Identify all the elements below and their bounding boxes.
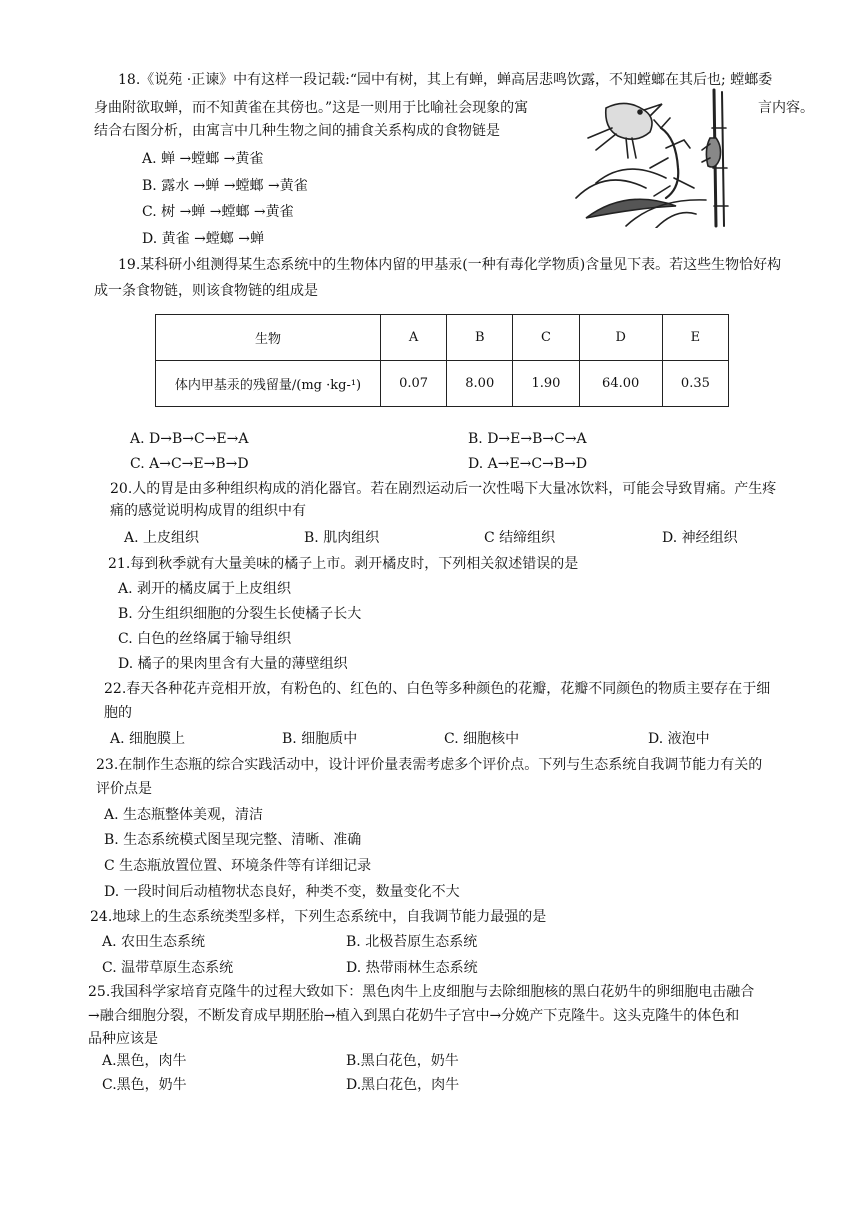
table-cell: 0.35 — [662, 361, 728, 407]
table-cell: 1.90 — [513, 361, 579, 407]
q23-option-c: C 生态瓶放置位置、环境条件等有详细记录 — [104, 858, 372, 874]
q25-stem-line3: 品种应该是 — [88, 1031, 158, 1047]
q25-option-b: B.黑白花色，奶牛 — [346, 1053, 459, 1069]
q18-option-a: A. 蝉 →螳螂 →黄雀 — [142, 151, 264, 167]
q21-option-d: D. 橘子的果肉里含有大量的薄壁组织 — [118, 656, 348, 672]
q20-option-d: D. 神经组织 — [662, 530, 738, 546]
q22-option-c: C. 细胞核中 — [444, 731, 520, 747]
table-row — [156, 361, 729, 407]
q25-option-a: A.黑色，肉牛 — [102, 1053, 187, 1069]
q18-option-b: B. 露水 →蝉 →螳螂 →黄雀 — [142, 178, 308, 194]
q24-option-d: D. 热带雨林生态系统 — [346, 960, 478, 976]
q19-stem-line1: 19.某科研小组测得某生态系统中的生物体内留的甲基汞(一种有毒化学物质)含量见下表。若这些生物恰好构 — [118, 257, 782, 273]
q24-option-a: A. 农田生态系统 — [102, 934, 206, 950]
q25-option-d: D.黑白花色，肉牛 — [346, 1077, 460, 1093]
q18-stem-line1: 18.《说苑 ·正谏》中有这样一段记载:“园中有树，其上有蝉，蝉高居悲鸣饮露，不知螳螂在其后也; 螳螂委 — [118, 72, 773, 88]
q25-stem-line2: →融合细胞分裂，不断发育成早期胚胎→植入到黑白花奶牛子宫中→分娩产下克隆牛。这头克隆牛的体色和 — [88, 1008, 740, 1024]
q18-stem-line3: 结合右图分析，由寓言中几种生物之间的捕食关系构成的食物链是 — [94, 123, 500, 139]
table-cell: 体内甲基汞的残留量/(mg ·kg-¹) — [156, 361, 381, 407]
q25-option-c: C.黑色，奶牛 — [102, 1077, 187, 1093]
q20-stem-line1: 20.人的胃是由多种组织构成的消化器官。若在剧烈运动后一次性喝下大量冰饮料，可能会导致胃痛。产生疼 — [110, 481, 777, 497]
q19-stem-line2: 成一条食物链，则该食物链的组成是 — [94, 283, 318, 299]
q22-option-d: D. 液泡中 — [648, 731, 710, 747]
q18-option-c: C. 树 →蝉 →螳螂 →黄雀 — [142, 204, 294, 220]
table-header-row — [156, 315, 729, 361]
q18-stem-line2: 身曲附欲取蝉，而不知黄雀在其傍也。”这是一则用于比喻社会现象的寓 — [94, 100, 529, 116]
q21-option-b: B. 分生组织细胞的分裂生长使橘子长大 — [118, 606, 362, 622]
q18-option-d: D. 黄雀 →螳螂 →蝉 — [142, 231, 264, 247]
q18-stem-line2-end: 言内容。 — [758, 100, 814, 116]
q23-option-b: B. 生态系统模式图呈现完整、清晰、准确 — [104, 832, 362, 848]
q24-option-b: B. 北极苔原生态系统 — [346, 934, 478, 950]
q19-option-d: D. A→E→C→B→D — [468, 456, 588, 472]
table-cell: 0.07 — [381, 361, 447, 407]
q23-stem-line1: 23.在制作生态瓶的综合实践活动中，设计评价量表需考虑多个评价点。下列与生态系统自我调节能力有关的 — [96, 757, 763, 773]
table-header-cell: 生物 — [156, 315, 381, 361]
q25-stem-line1: 25.我国科学家培育克隆牛的过程大致如下：黑色肉牛上皮细胞与去除细胞核的黑白花奶牛的卵细胞电击融合 — [88, 984, 755, 1000]
table-header-cell: E — [662, 315, 728, 361]
q22-option-b: B. 细胞质中 — [282, 731, 358, 747]
mantis-cicada-bird-illustration — [566, 88, 744, 228]
q24-option-c: C. 温带草原生态系统 — [102, 960, 234, 976]
table-header-cell: A — [381, 315, 447, 361]
table-header-cell: B — [447, 315, 513, 361]
q20-stem-line2: 痛的感觉说明构成胃的组织中有 — [110, 503, 306, 519]
q19-option-a: A. D→B→C→E→A — [130, 431, 249, 447]
q22-stem-line2: 胞的 — [104, 705, 132, 721]
q21-stem-line1: 21.每到秋季就有大量美味的橘子上市。剥开橘皮时，下列相关叙述错误的是 — [108, 556, 579, 572]
q24-stem-line1: 24.地球上的生态系统类型多样，下列生态系统中，自我调节能力最强的是 — [90, 909, 547, 925]
q23-option-a: A. 生态瓶整体美观，清洁 — [104, 807, 264, 823]
q20-option-b: B. 肌肉组织 — [304, 530, 380, 546]
q22-option-a: A. 细胞膜上 — [110, 731, 186, 747]
q22-stem-line1: 22.春天各种花卉竞相开放，有粉色的、红色的、白色等多种颜色的花瓣，花瓣不同颜色的物质主要存在于细 — [104, 681, 771, 697]
table-header-cell: C — [513, 315, 579, 361]
q23-option-d: D. 一段时间后动植物状态良好，种类不变，数量变化不大 — [104, 884, 460, 900]
q19-option-c: C. A→C→E→B→D — [130, 456, 249, 472]
table-cell: 64.00 — [579, 361, 662, 407]
table-cell: 8.00 — [447, 361, 513, 407]
q21-option-a: A. 剥开的橘皮属于上皮组织 — [118, 581, 292, 597]
q21-option-c: C. 白色的丝络属于输导组织 — [118, 631, 292, 647]
q19-option-b: B. D→E→B→C→A — [468, 431, 587, 447]
q23-stem-line2: 评价点是 — [96, 781, 152, 797]
q20-option-a: A. 上皮组织 — [124, 530, 200, 546]
q20-option-c: C 结缔组织 — [484, 530, 556, 546]
methylmercury-table — [155, 314, 729, 407]
table-header-cell: D — [579, 315, 662, 361]
